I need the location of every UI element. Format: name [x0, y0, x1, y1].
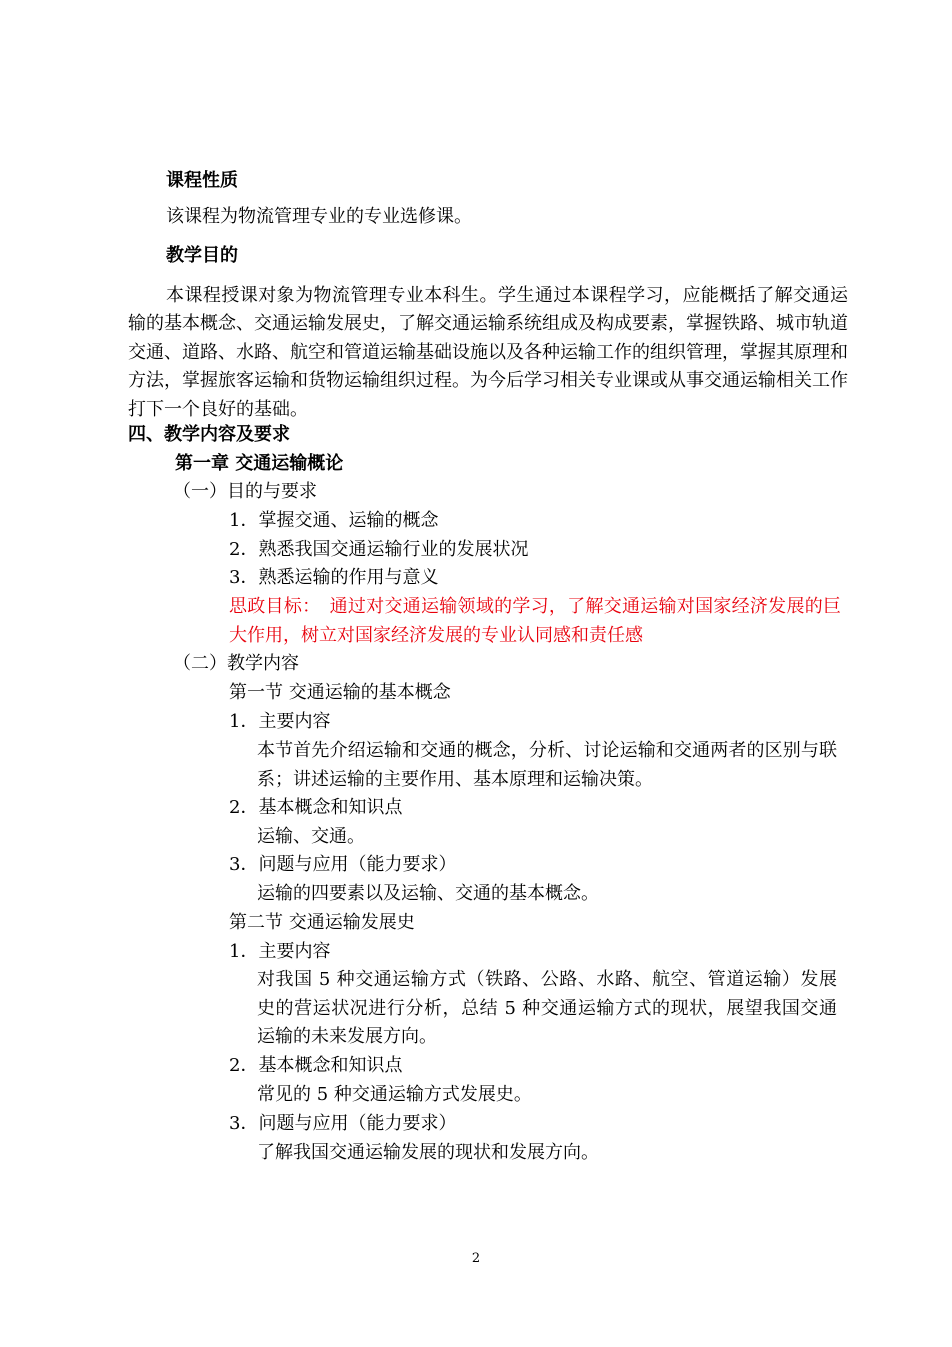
section1-concepts-text: 运输、交通。	[257, 826, 365, 847]
section1-apps-text: 运输的四要素以及运输、交通的基本概念。	[257, 883, 599, 904]
teaching-goal-paragraph: 本课程授课对象为物流管理专业本科生。学生通过本课程学习，应能概括了解交通运输的基本概念、交通运输发展史，了解交通运输系统组成及构成要素，掌握铁路、城市轨道交通、道路、水路、航空和管道运输基础设施以及各种运输工作的组织管理，掌握其原理和方法，掌握旅客运输和货物运输组织过程。为今后学习相关专业课或从事交通运输相关工作打下一个良好的基础。	[128, 285, 848, 420]
section2-apps-label: 3．问题与应用（能力要求）	[229, 1113, 457, 1134]
section2-concepts-text: 常见的 5 种交通运输方式发展史。	[257, 1084, 532, 1105]
section4-heading: 四、教学内容及要求	[128, 424, 290, 445]
ideology-goal: 思政目标： 通过对交通运输领域的学习，了解交通运输对国家经济发展的巨大作用，树立对国家经济发展的专业认同感和责任感	[229, 596, 841, 646]
section1-main-label: 1．主要内容	[229, 711, 331, 732]
course-nature-text: 该课程为物流管理专业的专业选修课。	[166, 206, 472, 227]
section2-apps-text: 了解我国交通运输发展的现状和发展方向。	[257, 1142, 599, 1163]
course-nature-heading: 课程性质	[166, 170, 238, 191]
content-label: （二）教学内容	[173, 653, 299, 674]
section1-title: 第一节 交通运输的基本概念	[229, 682, 451, 703]
section2-concepts-label: 2．基本概念和知识点	[229, 1055, 403, 1076]
teaching-goal-heading: 教学目的	[166, 245, 238, 266]
chapter1-title: 第一章 交通运输概论	[175, 453, 344, 474]
section2-title: 第二节 交通运输发展史	[229, 912, 415, 933]
section1-concepts-label: 2．基本概念和知识点	[229, 797, 403, 818]
objectives-label: （一）目的与要求	[173, 481, 317, 502]
section1-apps-label: 3．问题与应用（能力要求）	[229, 854, 457, 875]
objective-item-3: 3．熟悉运输的作用与意义	[229, 567, 439, 588]
section1-main-text: 本节首先介绍运输和交通的概念，分析、讨论运输和交通两者的区别与联系；讲述运输的主要作用、基本原理和运输决策。	[257, 740, 837, 790]
page-number: 2	[471, 1251, 481, 1266]
objective-item-2: 2．熟悉我国交通运输行业的发展状况	[229, 539, 529, 560]
objective-item-1: 1．掌握交通、运输的概念	[229, 510, 439, 531]
section2-main-text: 对我国 5 种交通运输方式（铁路、公路、水路、航空、管道运输）发展史的营运状况进行分析，总结 5 种交通运输方式的现状，展望我国交通运输的未来发展方向。	[257, 969, 837, 1048]
section2-main-label: 1．主要内容	[229, 941, 331, 962]
